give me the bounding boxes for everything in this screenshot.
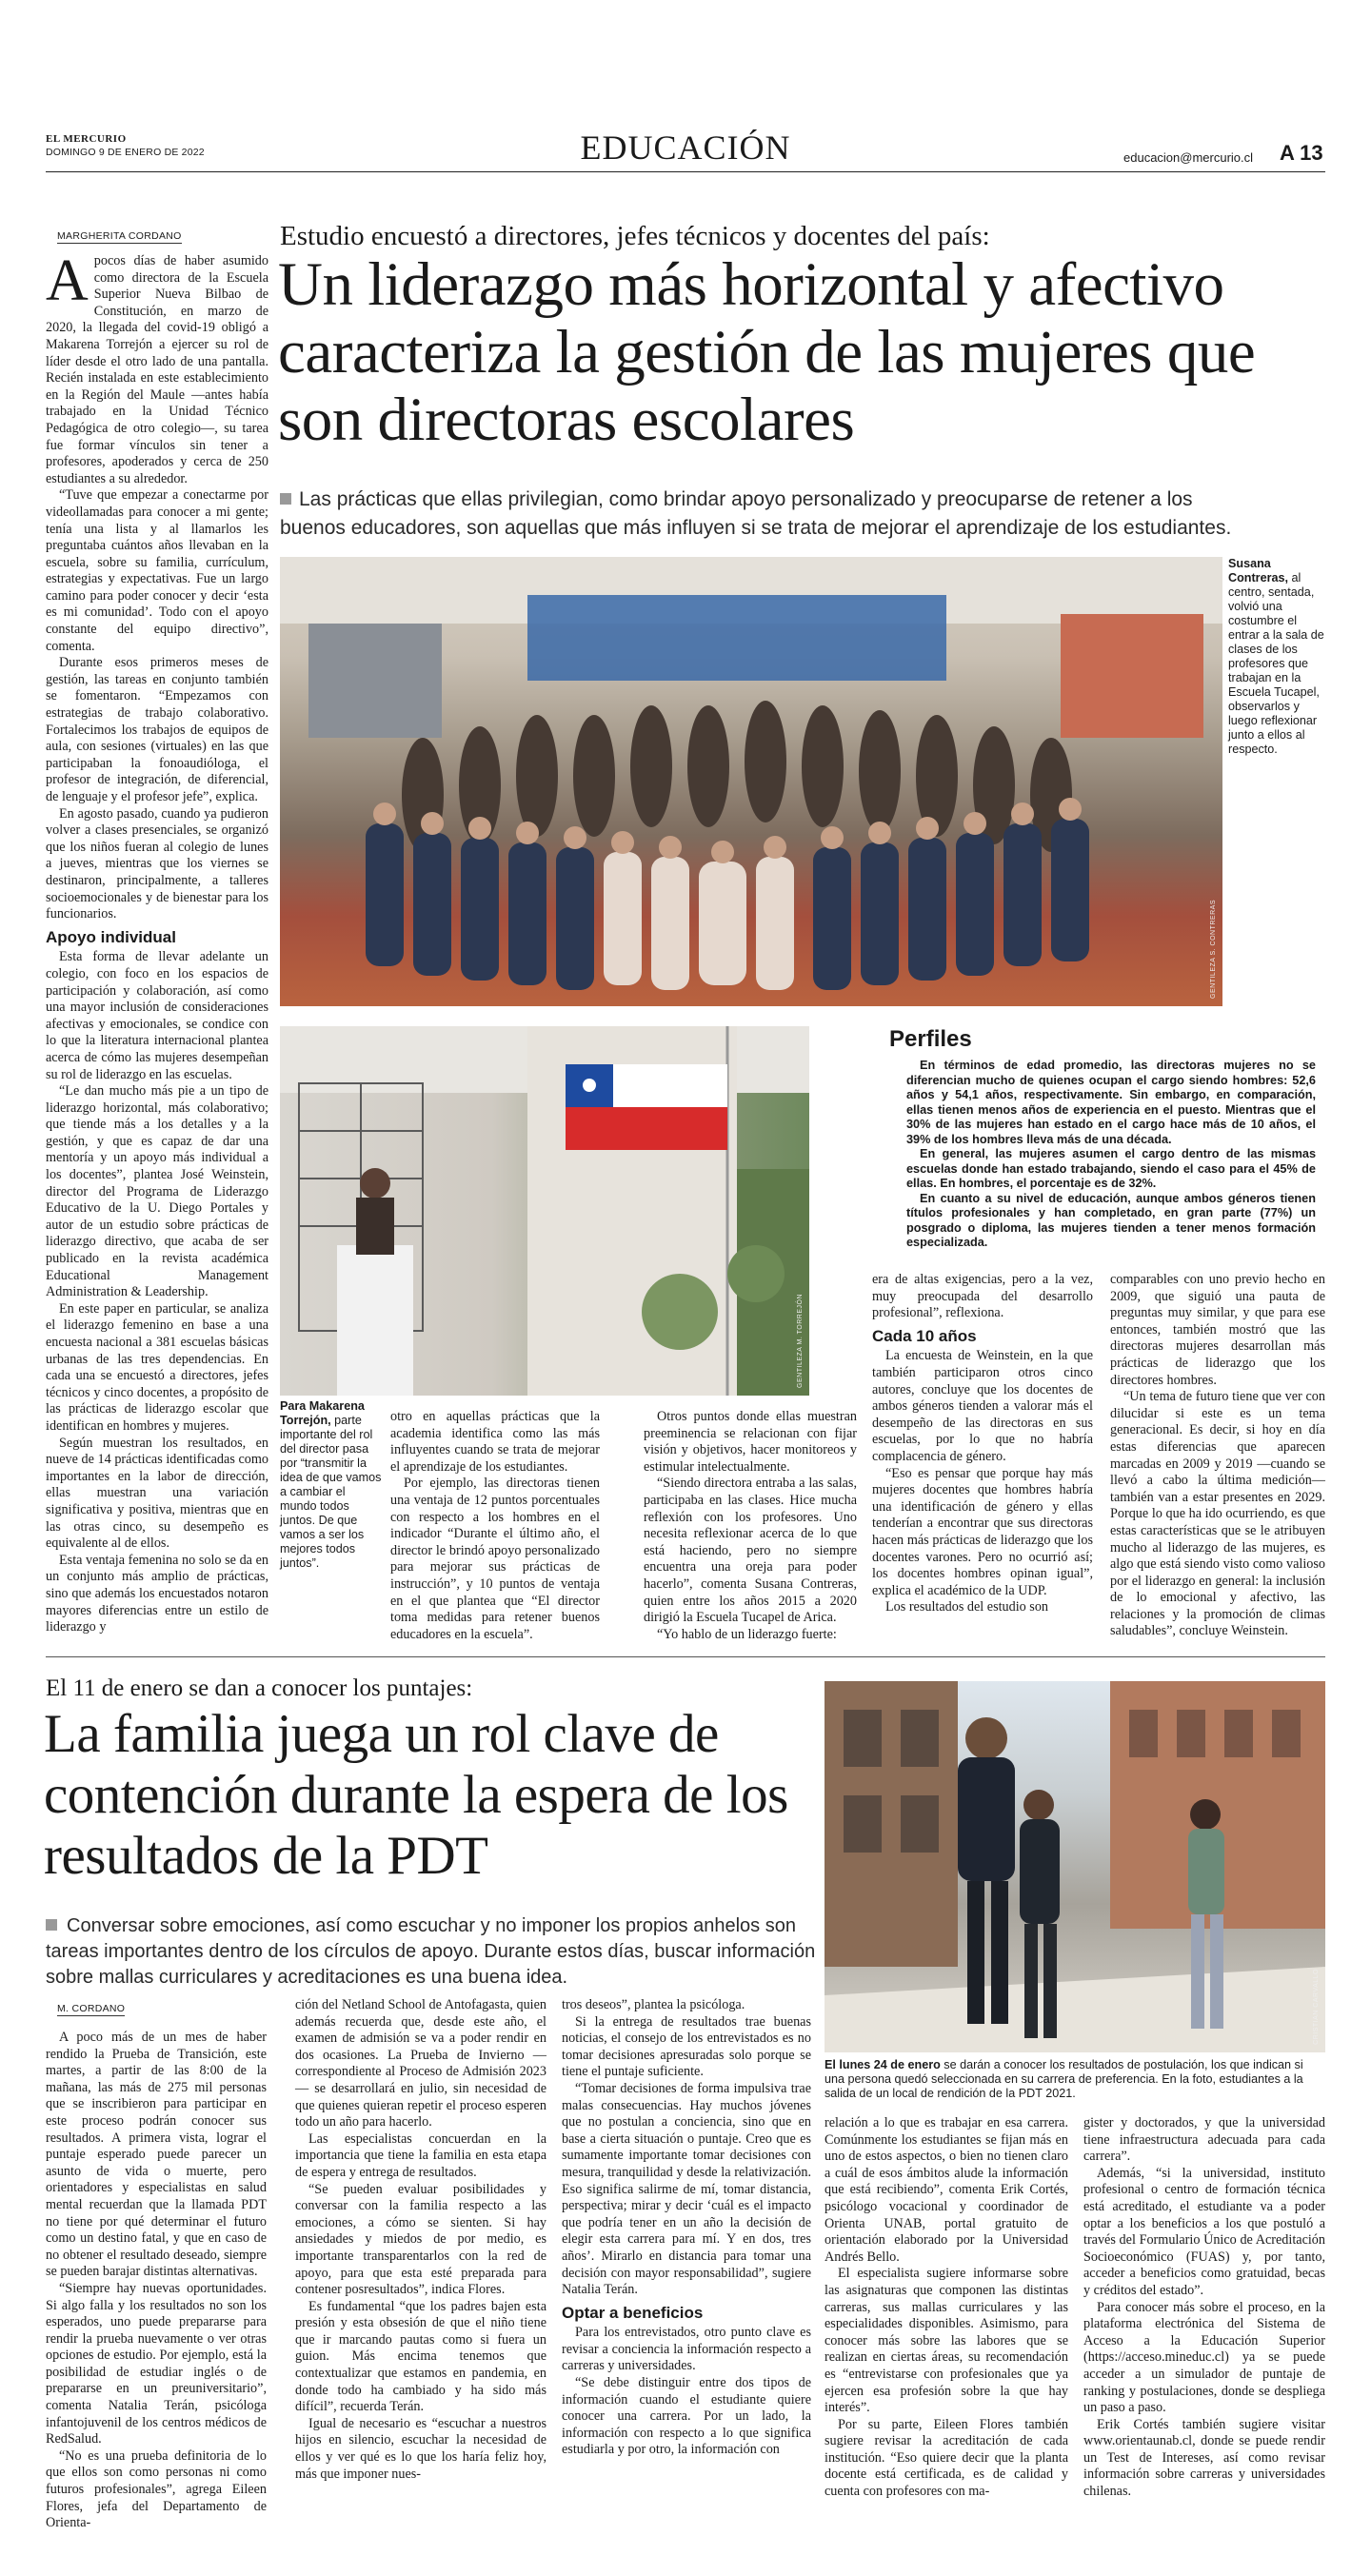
paragraph: El especialista sugiere informarse sobre las asignaturas que componen las distintas carreras, sus mallas curriculares y las especialidades disponibles. Asimismo, para conocer más sobre las labores que se realizan en ciertas áreas, su recomendación es “entrevistarse con profesionales que ya ejercen esa profesión sobre la que hay interés”.	[825, 2266, 1068, 2416]
paragraph: Durante esos primeros meses de gestión, las tareas en conjunto también se fomentaron. “Empezamos con estrategias de trabajo colaborativo. Fortalecimos los trabajos de equipos de aula, con sesiones (virtuales) en las que participaban la fonoaudióloga, el profesor de integración, de diferencial, de lenguaje y el profesor jefe”, explica.	[46, 655, 268, 804]
paragraph: “Tomar decisiones de forma impulsiva trae malas consecuencias. Hay muchos jóvenes que no postulan a conciencia, sino que en base a cierta situación o puntaje. Creo que es sumamente importante tomar decisiones con mesura, tranquilidad y desde la relativización. Eso significa salirme de mí, tomar distancia, perspectiva; mirar y decir ‘cuál es el impacto que podría tener en un año la decisión de elegir esta carrera para mí. Y en dos, tres años’. Mirarlo en distancia para tomar una decisión con mayor responsabilidad”, sugiere Natalia Terán.	[562, 2080, 811, 2298]
director-photo-credit: GENTILEZA M. TORREJÓN	[797, 1294, 804, 1388]
director-photo	[280, 1026, 809, 1396]
students-photo-credit: CRISTIAN CARVALLO	[1313, 1969, 1320, 2045]
section-title: EDUCACIÓN	[580, 129, 791, 167]
article1-byline-text: MARGHERITA CORDANO	[57, 230, 182, 242]
group-photo-caption-name: Susana Contreras,	[1228, 557, 1288, 585]
article1-kicker: Estudio encuestó a directores, jefes técnicos y docentes del país:	[280, 221, 990, 251]
director-photo-caption-text: parte importante del rol del director pasa por “transmitir la idea de que vamos a cambiar el mundo todos juntos. De que vamos a ser los mejores todos juntos”.	[280, 1414, 382, 1570]
page-number: A 13	[1280, 141, 1323, 165]
article1-lead-text: Las prácticas que ellas privilegian, como brindar apoyo personalizado y preocuparse de retener a los buenos educadores, son aquellas que más influyen si se trata de mejorar el aprendizaje de los estudiantes.	[280, 488, 1232, 539]
perfiles-box	[823, 1026, 1318, 1293]
article2-col4	[825, 2115, 1068, 2501]
article2-byline-text: M. CORDANO	[57, 2003, 126, 2014]
paragraph: A poco más de un mes de haber rendido la Prueba de Transición, este martes, a partir de las 8:00 de la mañana, las más de 275 mil personas que se inscribieron para participar en este proceso podrán conocer sus resultados. A primera vista, lograr el puntaje esperado puede parecer un asunto de vida o muerte, pero orientadores y especialistas en salud mental recuerdan que la llamada PDT no tiene por qué determinar el futuro como un destino fatal, y que en caso de no obtener el resultado deseado, siempre se pueden barajar distintas alternativas.	[46, 2030, 267, 2280]
group-photo-illustration	[280, 557, 1222, 1006]
paragraph: En este paper en particular, se analiza el liderazgo femenino en base a una encuesta nacional a 381 escuelas básicas urbanas de las tres dependencias. En cada una se encuestó a directores, jefes técnicos y cinco docentes, a propósito de las prácticas de liderazgo escolar que identifican en hombres y mujeres.	[46, 1300, 268, 1434]
paragraph: tros deseos”, plantea la psicóloga.	[562, 1997, 745, 2012]
article1-subhead-apoyo: Apoyo individual	[46, 927, 176, 946]
article2-lead-text: Conversar sobre emociones, así como escuchar y no imponer los propios anhelos son tareas importantes dentro de los círculos de apoyo. Durante estos días, buscar información sobre mallas curriculares y acreditaciones es una buena idea.	[46, 1915, 816, 1988]
group-photo-credit: GENTILEZA S. CONTRERAS	[1210, 900, 1217, 999]
paragraph: “Se debe distinguir entre dos tipos de información cuando el estudiante quiere conocer una carrera. Por un lado, la información con respecto a lo que significa estudiarla y por otro, la información con	[562, 2375, 811, 2458]
paragraph: Por ejemplo, las directoras tienen una ventaja de 12 puntos porcentuales con respecto a los hombres en el indicador “Durante el último año, el director le brindó apoyo personalizado para mejorar sus prácticas de instrucción”, y 10 puntos de ventaja en el que plantea que “El director toma medidas para retener buenos educadores en la escuela”.	[390, 1476, 600, 1642]
paragraph: otro en aquellas prácticas que la academia identifica como las más influyentes cuando se trata de mejorar el aprendizaje de los estudiantes.	[390, 1409, 600, 1475]
lead-square-icon	[46, 1919, 57, 1931]
paragraph: Para los entrevistados, otro punto clave es revisar a conciencia la información respecto a carreras y universidades.	[562, 2325, 811, 2374]
paragraph: Esta forma de llevar adelante un colegio, con foco en los espacios de participación y colaboración, así como una mayor inclusión de consideraciones afectivas y emocionales, se condice con lo que la literatura internacional plantea acerca de cómo las mujeres desempeñan su rol de liderazgo en las escuelas.	[46, 949, 268, 1082]
paragraph: Esta ventaja femenina no solo se da en un conjunto más amplio de prácticas, sino que además los encuestados notaron mayores diferencias entre un estilo de liderazgo y	[46, 1552, 268, 1635]
paragraph: “Eso es pensar que porque hay más mujeres docentes que hombres habría una identificación de género y ellas tenderían a encontrar que sus directoras hacen más prácticas de liderazgo que los docentes varones. Pero no ocurrió así; los docentes hombres opinan igual”, explica el académico de la UDP.	[872, 1465, 1093, 1598]
group-photo-caption-text: al centro, sentada, volvió una costumbre el entrar a la sala de clases de los profesores que trabajan en la Escuela Tucapel, observarlos y luego reflexionar junto a ellos al respecto.	[1228, 571, 1324, 756]
director-photo-caption	[280, 1399, 383, 1571]
paragraph: Si la entrega de resultados trae buenas noticias, el consejo de los entrevistados es no tomar decisiones apresuradas solo porque se tiene el puntaje suficiente.	[562, 2013, 811, 2080]
paragraph: era de altas exigencias, pero a la vez, muy preocupada del desarrollo profesional”, reflexiona.	[872, 1272, 1093, 1321]
article1-col6	[1110, 1272, 1325, 1640]
paragraph: Por su parte, Eileen Flores también sugiere revisar la acreditación de cada institución. “Eso quiere decir que la planta docente está certificada, es de calidad y cuenta con profesores con ma-	[825, 2416, 1068, 2500]
perfiles-title: Perfiles	[889, 1026, 972, 1052]
students-photo-caption-bold: El lunes 24 de enero	[825, 2058, 941, 2071]
article1-lead	[280, 485, 1261, 543]
paragraph: pocos días de haber asumido como directora de la Escuela Superior Nueva Bilbao de Constitución, en marzo de 2020, la llegada del covid-19 obligó a Makarena Torrejón a ejercer su rol de líder desde el otro lado de una pantalla. Recién instalada en este establecimiento en la Región del Maule —antes había trabajado en la Unidad Técnico Pedagógica de otro colegio—, su tarea fue formar vínculos sin tener a profesores, apoderados y cerca de 250 estudiantes a su alrededor.	[46, 253, 268, 486]
paragraph: comparables con uno previo hecho en 2009, que siguió una pauta de preguntas muy similar, y que para ese entonces, también mostró que las directoras mujeres desarrollan más prácticas de liderazgo que los directores hombres.	[1110, 1272, 1325, 1388]
article2-lead	[46, 1913, 817, 1991]
paragraph: En agosto pasado, cuando ya pudieron volver a clases presenciales, se organizó que los niños fueran al colegio de lunes a jueves, mientras que los viernes se destinaron, principalmente, a talleres socioemocionales y de bienestar para los funcionarios.	[46, 805, 268, 922]
masthead-paper: EL MERCURIO	[46, 133, 127, 145]
article2-kicker: El 11 de enero se dan a conocer los puntajes:	[46, 1675, 473, 1701]
article1-col1	[46, 248, 268, 1636]
students-photo-illustration	[825, 1681, 1325, 2052]
director-photo-caption-name: Para Makarena Torrejón,	[280, 1399, 365, 1427]
paragraph: Igual de necesario es “escuchar a nuestros hijos en silencio, escuchar la necesidad de ellos y ver qué es lo que los haría feliz hoy, más que imponer nues-	[295, 2415, 546, 2482]
paragraph: “Siendo directora entraba a las salas, participaba en las clases. Hice mucha reflexión con los profesores. Uno necesita reflexionar acerca de lo que está haciendo, pero no siempre encuentra una oreja para poder hacerlo”, comenta Susana Contreras, quien entre los años 2015 a 2020 dirigió la Escuela Tucapel de Arica.	[644, 1476, 857, 1626]
students-photo-caption-text: se darán a conocer los resultados de postulación, los que indican si una persona quedó seleccionada en su carrera de preferencia. En la foto, estudiantes a la salida de un local de rendición de la PDT 2021.	[825, 2058, 1303, 2100]
article2-subhead-beneficios: Optar a beneficios	[562, 2303, 704, 2322]
paragraph: En general, las mujeres asumen el cargo dentro de las mismas escuelas donde han estado trabajando, siendo el caso para el 45% de ellas. En hombres, el porcentaje es de 32%.	[906, 1147, 1316, 1190]
article2-byline	[57, 1999, 125, 2016]
paragraph: En términos de edad promedio, las directoras mujeres no se diferencian mucho de quienes ocupan el cargo siendo hombres: 52,6 años y 54,1 años, respectivamente. Sin embargo, en comparación, ellas tienen menos años de experiencia en el puesto. Mientras que el 30% de las mujeres han estado en el cargo hace más de 10 años, el 39% de los hombres lleva más de una década.	[906, 1059, 1316, 1146]
paragraph: gister y doctorados, y que la universidad tiene infraestructura adecuada para cada carrera”.	[1083, 2115, 1325, 2165]
article2-col1	[46, 2030, 267, 2532]
paragraph: “Tuve que empezar a conectarme por videollamadas para conocer a mi gente; tenía una lista y al llamarlos les preguntaba cuántos años llevaban en la escuela, sobre su familia, currículum, estrategias y expectativas. Fue un largo camino para poder conocer y decir ‘esta es mi comunidad’. Todo con el apoyo constante del equipo directivo”, comenta.	[46, 487, 268, 654]
paragraph: Además, “si la universidad, instituto profesional o centro de formación técnica está acreditado, el estudiante va a poder optar a los beneficios a los que postuló a través del Formulario Único de Acreditación Socioeconómico (FUAS) y, por tanto, acceder a beneficios como gratuidad, becas y créditos del estado”.	[1083, 2165, 1325, 2298]
section-email[interactable]: educacion@mercurio.cl	[1123, 150, 1254, 165]
dropcap: A	[46, 248, 89, 313]
paragraph: Los resultados del estudio son	[885, 1599, 1049, 1615]
paragraph: Es fundamental “que los padres bajen esta presión y esta obsesión de que el niño tiene que ir marcando pautas como si fuera un guion. Más encima tenemos que contextualizar que estamos en pandemia, en donde todo ha cambiado y ha sido más difícil”, recuerda Terán.	[295, 2298, 546, 2415]
article1-subhead-cada10: Cada 10 años	[872, 1326, 977, 1345]
paragraph: Erik Cortés también sugiere visitar www.orientaunab.cl, donde se puede rendir un Test de Intereses, así como revisar información sobre carreras y universidades chilenas.	[1083, 2416, 1325, 2500]
group-photo-caption	[1228, 557, 1331, 757]
article2-col2	[295, 1997, 546, 2483]
paragraph: “Un tema de futuro tiene que ver con dilucidar si este es un tema generacional. Es decir, si hoy en día estas diferencias que aparecen marcadas en 2009 y 2019 —cuando se llevó a cabo la última medición— también van a estar presentes en 2029. Porque lo que ha ido ocurriendo, es que estas características que se le atribuyen mucho al liderazgo de las mujeres, es algo que está siendo visto como valioso por el liderazgo en general: la inclusión de lo emocional y afectivo, las relaciones y la promoción de climas saludables”, concluye Weinstein.	[1110, 1389, 1325, 1639]
article-separator	[46, 1656, 1325, 1657]
director-photo-illustration	[280, 1026, 809, 1396]
article2-col5	[1083, 2115, 1325, 2501]
perfiles-body	[906, 1059, 1316, 1251]
paragraph: relación a lo que es trabajar en esa carrera. Comúnmente los estudiantes se fijan más en uno de estos aspectos, o bien no tienen claro a cuál de esos ámbitos alude la información que está recibiendo”, comenta Erik Cortés, psicólogo vocacional y coordinador de Orienta UNAB, portal gratuito de orientación elaborado por la Universidad Andrés Bello.	[825, 2115, 1068, 2265]
article2-headline: La familia juega un rol clave de contención durante la espera de los resultados de la PDT	[44, 1704, 788, 1886]
paragraph: En cuanto a su nivel de educación, aunque ambos géneros tienen títulos profesionales y han completado, en gran parte (77%) un posgrado o diploma, las mujeres tienden a tener menos formación especializada.	[906, 1191, 1316, 1249]
paragraph: Las especialistas concuerdan en la importancia que tiene la familia en esta etapa de espera y entrega de resultados.	[295, 2130, 546, 2180]
masthead-date: DOMINGO 9 DE ENERO DE 2022	[46, 147, 205, 158]
paragraph: “Se pueden evaluar posibilidades y conversar con la familia respecto a las emociones, a cómo se sienten. Si hay ansiedades y miedos de por medio, es importante transparentarlos con la red de apoyo, para que esta esté preparada para contener posresultados”, indica Flores.	[295, 2181, 546, 2298]
article1-byline	[57, 227, 182, 244]
paragraph: “No es una prueba definitoria de lo que ellos son como personas ni como futuros profesionales”, agrega Eileen Flores, jefa del Departamento de Orienta-	[46, 2447, 267, 2531]
paragraph: Otros puntos donde ellas muestran preeminencia se relacionan con fijar visión y objetivos, hacer monitoreos y estimular intelectualmente.	[644, 1409, 857, 1475]
group-photo	[280, 557, 1222, 1006]
paragraph: Para conocer más sobre el proceso, en la plataforma electrónica del Sistema de Acceso a la Educación Superior (https://acceso.mineduc.cl) ya se puede acceder a un simulador de puntaje de ranking y postulaciones, donde se despliega un paso a paso.	[1083, 2299, 1325, 2416]
lead-square-icon	[280, 493, 291, 505]
article1-col3	[390, 1409, 600, 1643]
students-photo-caption	[825, 2058, 1325, 2101]
article1-headline: Un liderazgo más horizontal y afectivo caracteriza la gestión de las mujeres que son directoras escolares	[278, 250, 1256, 454]
paragraph: “Le dan mucho más pie a un tipo de liderazgo horizontal, más colaborativo; que tiende más a los detalles y a la gestión, y que es capaz de dar una mentoría y un apoyo más individual a los docentes”, plantea José Weinstein, director del Programa de Liderazgo Educativo de la U. Diego Portales y autor de un estudio sobre prácticas de liderazgo directivo, que acaba de ser publicado en la revista académica Educational Management Administration & Leadership.	[46, 1083, 268, 1300]
article2-col3	[562, 1997, 811, 2459]
article1-col4	[644, 1409, 857, 1643]
paragraph: ción del Netland School de Antofagasta, quien además recuerda que, desde este año, el examen de admisión se va a poder rendir en dos ocasiones. La Prueba de Invierno —correspondiente al Proceso de Admisión 2023— se desarrollará en julio, sin necesidad de que quienes quieran repetir el proceso esperen todo un año para hacerlo.	[295, 1997, 546, 2130]
paragraph: “Siempre hay nuevas oportunidades. Si algo falla y los resultados no son los esperados, uno puede prepararse para rendir la prueba nuevamente o ver otras opciones de estudio. Por ejemplo, está la posibilidad de estudiar inglés o de prepararse en un preuniversitario”, comenta Natalia Terán, psicóloga infantojuvenil de los centros médicos de RedSalud.	[46, 2280, 267, 2447]
students-photo	[825, 1681, 1325, 2052]
paragraph: “Yo hablo de un liderazgo fuerte:	[657, 1626, 837, 1642]
header-rule	[46, 171, 1325, 172]
paragraph: Según muestran los resultados, en nueve de 14 prácticas identificadas como importantes en la labor de dirección, ellas muestran una variación significativa y positiva, mientras que en las otras cinco, su desempeño es equivalente al de ellos.	[46, 1435, 268, 1552]
paragraph: La encuesta de Weinstein, en la que también participaron otros cinco autores, concluye que los docentes de ambos géneros tienden a valorar más el desempeño de las directoras en sus escuelas, por lo que no habría complacencia de género.	[872, 1348, 1093, 1464]
article1-col5	[872, 1272, 1093, 1616]
